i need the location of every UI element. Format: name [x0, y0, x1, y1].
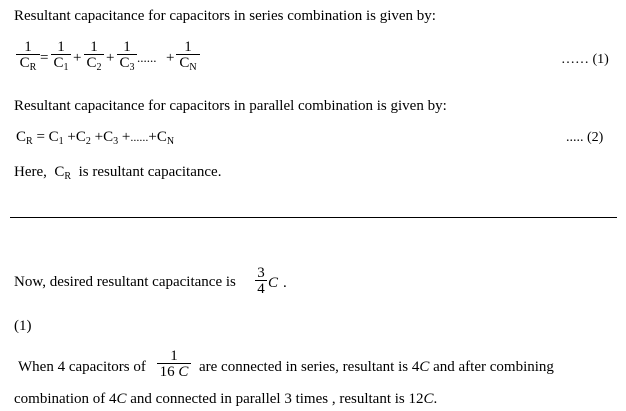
step-marker: (1) — [14, 318, 32, 334]
desired-capacitance-text: Now, desired resultant capacitance is — [14, 274, 236, 290]
series-step-text-prefix: When 4 capacitors of — [18, 359, 146, 375]
parallel-equation: $C_R = C_1 +C_2 +C_3 +......+C_N$ — [16, 129, 175, 147]
term-fraction-1: 1 $C_1$ — [51, 40, 71, 76]
term-fraction-2: 1 $C_2$ — [84, 40, 104, 76]
here-text: Here, $C_R$ is resultant capacitance. — [14, 164, 222, 182]
series-intro-text: Resultant capacitance for capacitors in series combination is given by: — [14, 8, 436, 24]
series-step-text: are connected in series, resultant is 4C and after combining — [199, 359, 554, 375]
parallel-intro-text: Resultant capacitance for capacitors in parallel combination is given by: — [14, 98, 447, 114]
three-fourths-fraction: 3 4 — [255, 266, 267, 297]
equation-label-1: …… (1) — [561, 52, 609, 67]
term-fraction-3: 1 $C_3$ — [117, 40, 137, 76]
divider — [10, 217, 617, 218]
lhs-fraction: 1 $C_R$ — [16, 40, 40, 76]
equation-label-2: ..... (2) — [566, 130, 604, 145]
one-over-16c-fraction: 1 16 C — [157, 349, 191, 380]
parallel-step-text: combination of 4C and connected in parallel 3 times , resultant is 12C. — [14, 391, 438, 407]
term-fraction-n: 1 $C_N$ — [176, 40, 200, 76]
